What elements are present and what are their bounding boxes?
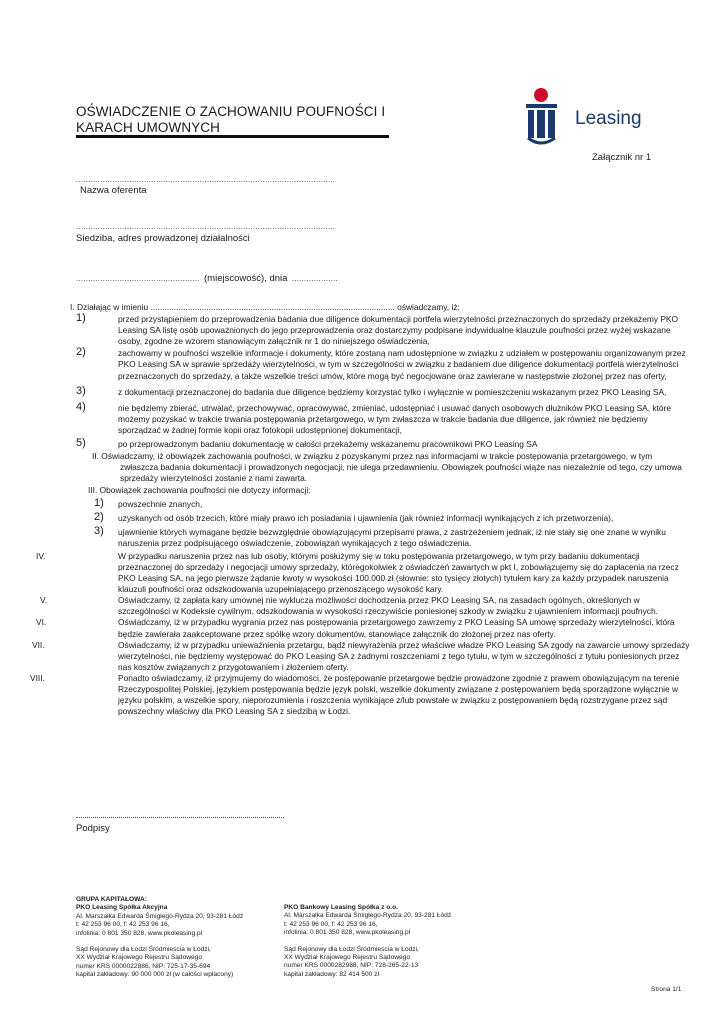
item-text: z dokumentacji przeznaczonej do badania due diligence będziemy korzystać tylko i wyłącznie w pomieszczeniu wskazanym przez PKO Leasing SA,: [118, 386, 667, 397]
company-name: PKO Leasing Spółka Akcyjna: [76, 904, 168, 912]
company-krs: numer KRS 0000282988, NIP: 728-265-22-13: [284, 962, 419, 970]
item-number: 2): [94, 510, 104, 523]
statement-body: [30, 302, 692, 717]
document-title: [76, 104, 391, 136]
place-date-line: [76, 268, 338, 286]
item-number: 5): [76, 437, 86, 450]
item-text: uzyskanych od osób trzecich, które miały prawo ich posiadania i ujawnienia (jak również informacji wynikających z ich przetworzenia),: [118, 512, 614, 523]
section-text: W przypadku naruszenia przez nas lub osoby, którymi posłużymy się w toku postępowania przetargowego, w tym przy badaniu dokumentacji przeznaczonej do sprzedaży i negocjacji umowy sprzedaży, któregokolwiek z oświadczeń zawartych w pkt I, zobowiązujemy się do zapłacenia na rzecz PKO Leasing SA, na jego pierwsze żądanie kwoty w wysokości 100.000 zł (słownie: sto tysięcy złotych) tytułem kary za każdy przypadek naruszenia klauzuli poufności oraz odszkodowania uzupełniającego przenoszącego wysokość kary.: [118, 550, 679, 595]
section-2: II. Oświadczamy, iż obowiązek zachowania poufności, w związku z pozyskanymi przez nas informacjami w trakcie postępowania przetargowego, w tym zwłaszcza badania dokumentacji i prowadzonych negocjacji, nie ulega przedawnieniu. Obowiązek poufności wiąże nas niezależnie od tego, czy umowa sprzedaży wierzytelności zostanie z nami zawarta.: [92, 451, 682, 484]
item-text: nie będziemy zbierać, utrwalać, przechowywać, opracowywać, zmieniać, udostępniać i usuwać danych osobowych dłużników PKO Leasing SA, które możemy pozyskać w trakcie trwania postępowania przetargowego, w tym zwłaszcza w trakcie badania due diligence, jak również nie będziemy sporządzać w żadnej formie kopii oraz fotokopii udostępnionej dokumentacji,: [118, 402, 672, 435]
item-text: powszechnie znanych,: [118, 498, 203, 509]
footer-right: [284, 904, 494, 979]
company-capital: kapitał zakładowy: 82 414 500 zł: [284, 970, 379, 978]
section-text: Oświadczamy, iż zapłata kary umownej nie wyklucza możliwości dochodzenia przez PKO Leasing SA, na zasadach ogólnych, określonych w szczególności w Kodeksie cywilnym, odszkodowania w wysokości rzeczywiście poniesionej szkody w związku z ujawnieniem informacji poufnych.: [118, 595, 658, 617]
section-4: [36, 550, 692, 595]
company-phone: t: 42 253 96 00, f: 42 253 96 16,: [284, 920, 378, 928]
item-3: [62, 384, 692, 398]
company-name: PKO Bankowy Leasing Spółka z o.o.: [284, 904, 398, 911]
seat-label: Siedziba, adres prowadzonej działalności: [76, 233, 250, 244]
item-number: 3): [94, 524, 104, 537]
company-address: Al. Marszałka Edwarda Śmigłego-Rydza 20, 93-281 Łódź: [284, 912, 452, 920]
exclusion-1: [62, 496, 692, 510]
item-number: 1): [94, 496, 104, 509]
company-dept: XX Wydział Krajowego Rejestru Sądowego: [284, 954, 411, 962]
company-krs: numer KRS 0000022886, NIP: 725-17-35-694: [76, 962, 211, 970]
title-line-1: OŚWIADCZENIE O ZACHOWANIU POUFNOŚCI I: [76, 104, 386, 119]
item-number: 2): [76, 346, 86, 359]
item-number: 3): [76, 384, 86, 397]
company-dept: XX Wydział Krajowego Rejestru Sądowego: [76, 954, 203, 962]
company-phone: t: 42 253 96 00, f: 42 253 96 16,: [76, 921, 170, 929]
page-number: Strona 1/1: [651, 986, 682, 993]
company-court: Sąd Rejonowy dla Łodzi Śródmieścia w Łodzi,: [284, 945, 419, 953]
footer-group: GRUPA KAPITAŁOWA:: [76, 896, 147, 903]
item-5: [62, 439, 692, 450]
section-text: Oświadczamy, iż w przypadku unieważnienia przetargu, bądź niewyrażenia przez właściwe władze PKO Leasing SA zgody na zawarcie umowy sprzedaży wierzytelności, nie będziemy występować do PKO Leasing SA z żadnymi roszczeniami z tego tytułu, w tym w szczególności z tytułu poniesionych przez nas kosztów związanych z przygotowaniem i złożeniem oferty.: [118, 639, 690, 672]
section-3-heading: III. Obowiązek zachowania poufności nie dotyczy informacji:: [88, 485, 311, 496]
section-5: [40, 595, 692, 617]
seat-dots: ...........................................................................................................: [76, 222, 336, 231]
company-court: Sąd Rejonowy dla Łodzi Śródmieścia w Łodzi,: [76, 946, 211, 954]
signature-line: [76, 817, 284, 818]
section-text: Oświadczamy, iż w przypadku wygrania przez nas postępowania przetargowego zawrzemy z PKO Leasing SA umowę sprzedaży wierzytelności, która będzie zawierała zaakceptowane przez spółkę wzory dokumentów, stanowiące załącznik do złożonej przez nas oferty.: [118, 617, 675, 639]
section-number: VI.: [36, 617, 47, 628]
logo-text: Leasing: [575, 108, 642, 129]
exclusion-2: [62, 510, 692, 524]
footer-left: [76, 896, 286, 980]
company-hotline: infolinia: 0 801 350 828, www.pkoleasing.pl: [76, 929, 203, 937]
section-number: VII.: [32, 639, 45, 650]
company-address: Al. Marszałka Edwarda Śmigłego-Rydza 20, 93-281 Łódź: [76, 912, 244, 920]
item-text: przed przystąpieniem do przeprowadzenia badania due diligence dokumentacji portfela wierzytelności przeznaczonych do sprzedaży przekażemy PKO Leasing SA listę osób upoważnionych do jego przeprowadzenia oraz dostarczymy podpisane indywidualne klauzule poufności przez wyżej wskazane osoby, zgodne ze wzorem stanowiącym załącznik nr 1 do niniejszego oświadczenia,: [118, 314, 679, 347]
place-label: (miejscowość), dnia: [204, 273, 288, 284]
company-hotline: infolinia: 0 801 350 828, www.pkoleasing.pl: [284, 929, 411, 937]
bidder-name-label: Nazwa oferenta: [80, 185, 147, 196]
pko-logo-icon: [522, 86, 564, 146]
section-7: [32, 639, 692, 673]
item-2: [62, 348, 692, 381]
item-1: [62, 314, 692, 347]
annex-label: Załącznik nr 1: [592, 152, 652, 163]
place-dots: ...................................................: [76, 274, 200, 283]
item-text: zachowamy w poufności wszelkie informacje i dokumenty, które zostaną nam udostępnione w związku z udziałem w postępowaniu organizowanym przez PKO Leasing SA w sprawie sprzedaży wierzytelności, w tym w szczególności w związku z badaniem due diligence dokumentacji portfela wierzytelności przeznaczonych do sprzedaży, a także wszelkie treści umów, które mogą być negocjowane oraz zawierane w następstwie złożonej przez nas oferty,: [118, 348, 686, 381]
date-dots: ...................: [291, 274, 338, 283]
item-number: 1): [76, 312, 86, 325]
title-line-2: KARACH UMOWNYCH: [76, 120, 221, 135]
intro-paragraph: I. Działając w imieniu ......................................................................................................... oświadczamy, iż:: [70, 302, 460, 312]
company-capital: kapitał zakładowy: 90 000 000 zł (w całości wpłacony): [76, 971, 234, 979]
item-text: ujawnienie których wymagane będzie bezwzględnie obowiązującymi przepisami prawa, z zastrzeżeniem jednak, iż nie stały się one znane w wyniku naruszenia przez podpisującego oświadczenie, zobowiązań wynikających z tego oświadczenia.: [118, 526, 666, 548]
section-8: [30, 672, 692, 717]
item-4: [62, 400, 692, 436]
section-number: V.: [40, 595, 48, 606]
title-underline: [76, 135, 389, 138]
pko-logo: [522, 86, 564, 146]
signature-label: Podpisy: [76, 823, 110, 834]
bidder-name-dots: ...........................................................................................................: [76, 175, 336, 184]
item-text: po przeprowadzonym badaniu dokumentację w całości przekażemy wskazanemu pracownikowi PKO Leasing SA: [118, 439, 538, 450]
section-number: VIII.: [30, 672, 45, 683]
section-number: IV.: [36, 550, 46, 561]
exclusion-3: [62, 524, 692, 549]
section-6: [36, 617, 692, 639]
item-number: 4): [76, 400, 86, 413]
section-text: Ponadto oświadczamy, iż przyjmujemy do wiadomości, że postępowanie przetargowe będzie prowadzone zgodnie z prawem obowiązującym na terenie Rzeczypospolitej Polskiej, językiem postępowania będzie język polski, wszelkie dokumenty związane z postępowaniem będą sporządzone wyłącznie w języku polskim, a wszelkie spory, nieporozumienia i roszczenia wynikające z/lub powstałe w związku z postępowaniem będą rozstrzygane przez sąd powszechny właściwy dla PKO Leasing SA z siedzibą w Łodzi.: [118, 672, 680, 717]
